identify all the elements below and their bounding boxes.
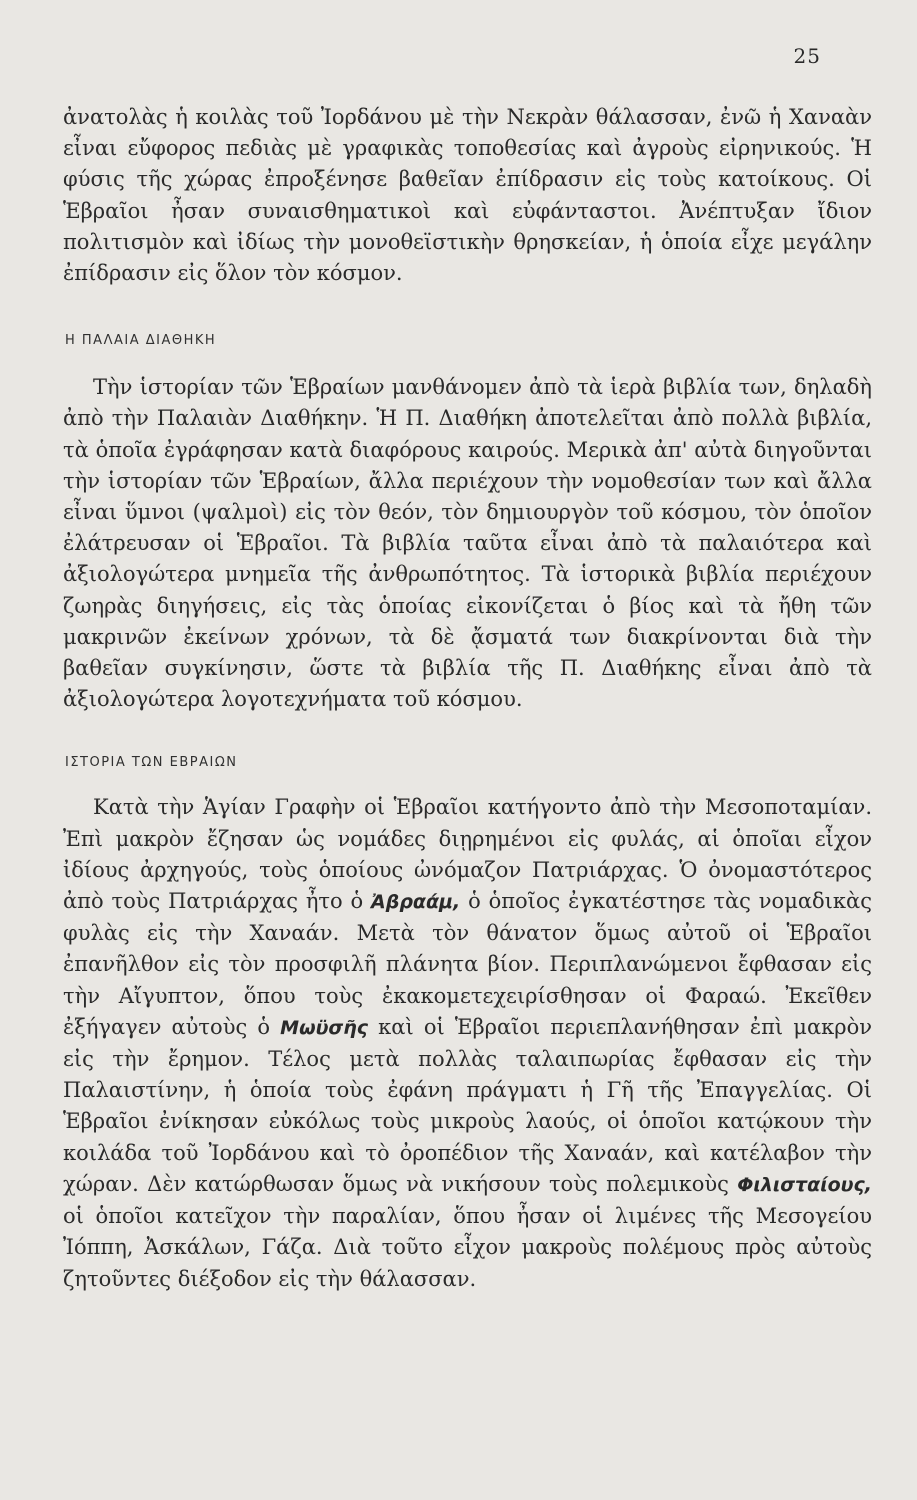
section-heading-old-testament: Η ΠΑΛΑΙΑ ΔΙΑΘΗΚΗ [65, 333, 217, 349]
history-text-part-3: καὶ οἱ Ἑβραῖοι περιεπλανήθησαν ἐπὶ μακρὸν εἰς τὴν ἔρημον. Τέλος μετὰ πολλὰς ταλαιπωρίας ἔφθασαν εἰς τὴν Παλαιστίνην, ἡ ὁποία τοὺς ἐφάνη πράγματι ἡ Γῆ τῆς Ἐπαγγελίας. Οἱ Ἑβραῖοι ἐνίκησαν εὐκόλως τοὺς μικροὺς λαούς, οἱ ὁποῖοι κατῴκουν τὴν κοιλάδα τοῦ Ἰορδάνου καὶ τὸ ὀροπέδιον τῆς Χαναάν, καὶ κατέλαβον τὴν χώραν. Δὲν κατώρθωσαν ὅμως νὰ νικήσουν τοὺς πολεμικοὺς [63, 1014, 873, 1196]
history-text-part-1: Κατὰ τὴν Ἁγίαν Γραφὴν οἱ Ἑβραῖοι κατήγοντο ἀπὸ τὴν Μεσοποταμίαν. Ἐπὶ μακρὸν ἔζησαν ὡς νομάδες διῃρημένοι εἰς φυλάς, αἱ ὁποῖαι εἶχον ἰδίους ἀρχηγούς, τοὺς ὁποίους ὠνόμαζον Πατριάρχας. Ὁ ὀνομαστότερος ἀπὸ τοὺς Πατριάρχας ἦτο ὁ [63, 795, 872, 914]
section-heading-history-of-hebrews: ΙΣΤΟΡΙΑ ΤΩΝ ΕΒΡΑΙΩΝ [65, 755, 238, 771]
history-text-part-2: ὁ ὁποῖος ἐγκατέστησε τὰς νομαδικὰς φυλὰς εἰς τὴν Χαναάν. Μετὰ τὸν θάνατον ὅμως αὐτοῦ οἱ Ἑβραῖοι ἐπανῆλθον εἰς τὸν προσφιλῆ πλάνητα βίον. Περιπλανώμενοι ἔφθασαν εἰς τὴν Αἴγυπτον, ὅπου τοὺς ἐκακομετεχειρίσθησαν οἱ Φαραώ. Ἐκεῖθεν ἐξήγαγεν αὐτοὺς ὁ [63, 889, 872, 1039]
history-text-part-4: οἱ ὁποῖοι κατεῖχον τὴν παραλίαν, ὅπου ἦσαν οἱ λιμένες τῆς Μεσογείου Ἰόππη, Ἀσκάλων, Γάζα. Διὰ τοῦτο εἶχον μακροὺς πολέμους πρὸς αὐτοὺς ζητοῦντες διέξοδον εἰς τὴν θάλασσαν. [63, 1204, 872, 1291]
name-moses: Μωϋσῆς [280, 1016, 368, 1039]
name-abraham: Ἀβραάμ, [371, 891, 461, 914]
name-philistines: Φιλισταίους, [737, 1173, 872, 1196]
history-paragraph [63, 792, 872, 1294]
old-testament-paragraph: Τὴν ἱστορίαν τῶν Ἑβραίων μανθάνομεν ἀπὸ τὰ ἱερὰ βιβλία των, δηλαδὴ ἀπὸ τὴν Παλαιὰν Διαθήκην. Ἡ Π. Διαθήκη ἀποτελεῖται ἀπὸ πολλὰ βιβλία, τὰ ὁποῖα ἐγράφησαν κατὰ διαφόρους καιρούς. Μερικὰ ἀπ' αὐτὰ διηγοῦνται τὴν ἱστορίαν τῶν Ἑβραίων, ἄλλα περιέχουν τὴν νομοθεσίαν των καὶ ἄλλα εἶναι ὕμνοι (ψαλμοὶ) εἰς τὸν θεόν, τὸν δημιουργὸν τοῦ κόσμου, τὸν ὁποῖον ἐλάτρευσαν οἱ Ἑβραῖοι. Τὰ βιβλία ταῦτα εἶναι ἀπὸ τὰ παλαιότερα καὶ ἀξιολογώτερα μνημεῖα τῆς ἀνθρωπότητος. Τὰ ἱστορικὰ βιβλία περιέχουν ζωηρὰς διηγήσεις, εἰς τὰς ὁποίας εἰκονίζεται ὁ βίος καὶ τὰ ἤθη τῶν μακρινῶν ἐκείνων χρόνων, τὰ δὲ ᾄσματά των διακρίνονται διὰ τὴν βαθεῖαν συγκίνησιν, ὥστε τὰ βιβλία τῆς Π. Διαθήκης εἶναι ἀπὸ τὰ ἀξιολογώτερα λογοτεχνήματα τοῦ κόσμου. [63, 375, 872, 712]
intro-paragraph: ἀνατολὰς ἡ κοιλὰς τοῦ Ἰορδάνου μὲ τὴν Νεκρὰν θάλασσαν, ἐνῶ ἡ Χαναὰν εἶναι εὔφορος πεδιὰς μὲ γραφικὰς τοποθεσίας καὶ ἀγροὺς εἰρηνικούς. Ἡ φύσις τῆς χώρας ἐπροξένησε βαθεῖαν ἐπίδρασιν εἰς τοὺς κατοίκους. Οἱ Ἑβραῖοι ἦσαν συναισθηματικοὶ καὶ εὐφάνταστοι. Ἀνέπτυξαν ἴδιον πολιτισμὸν καὶ ἰδίως τὴν μονοθεϊστικὴν θρησκείαν, ἡ ὁποία εἶχε μεγάλην ἐπίδρασιν εἰς ὅλον τὸν κόσμον. [63, 105, 872, 286]
page-number: 25 [793, 44, 821, 68]
